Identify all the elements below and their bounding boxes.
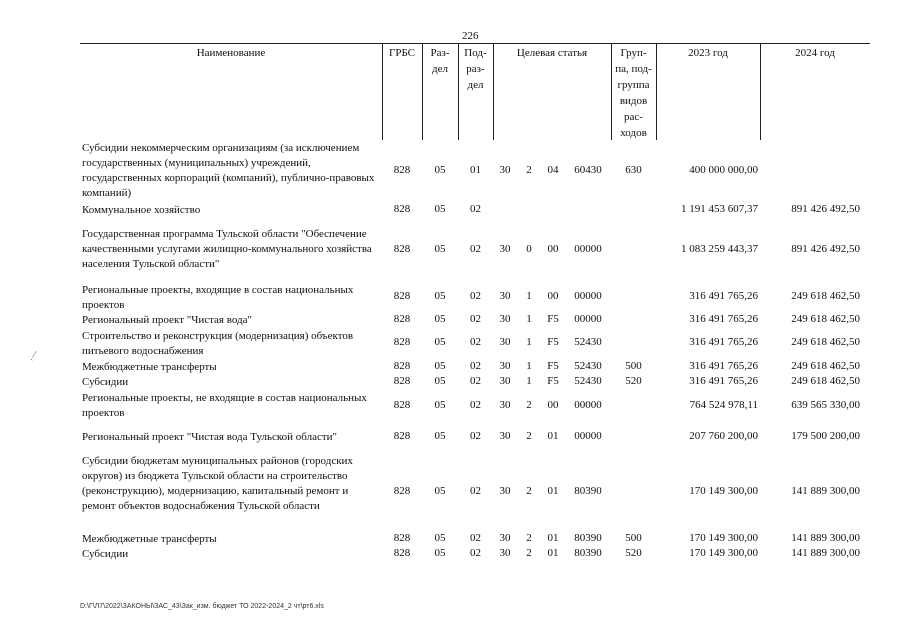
table-cell-grbs: 828 — [393, 203, 411, 215]
table-cell-pr: 02 — [470, 375, 481, 387]
table-cell-grbs: 828 — [393, 547, 411, 559]
table-cell-r: 05 — [434, 399, 446, 411]
table-cell-t4: 80390 — [574, 547, 602, 559]
table-cell-grbs: 828 — [393, 360, 411, 372]
table-cell-pr: 02 — [470, 547, 481, 559]
table-cell-pr: 02 — [470, 336, 481, 348]
table-cell-t4: 00000 — [574, 313, 602, 325]
table-cell-t1: 30 — [499, 485, 511, 497]
table-cell-y2023: 170 149 300,00 — [689, 532, 758, 544]
table-cell-pr: 02 — [470, 430, 481, 442]
table-cell-grp: 520 — [625, 375, 642, 387]
table-cell-r: 05 — [434, 547, 446, 559]
table-cell-y2024: 249 618 462,50 — [791, 375, 860, 387]
table-cell-t1: 30 — [499, 313, 511, 325]
table-cell-t1: 30 — [499, 290, 511, 302]
table-cell-grbs: 828 — [393, 290, 411, 302]
table-cell-r: 05 — [434, 336, 446, 348]
table-cell-t3: 01 — [547, 485, 559, 497]
table-cell-t3: 00 — [547, 399, 559, 411]
table-cell-t4: 60430 — [574, 164, 602, 176]
table-cell-grp: 500 — [625, 532, 642, 544]
table-cell-grbs: 828 — [393, 336, 411, 348]
table-cell-t1: 30 — [499, 164, 511, 176]
table-cell-t2: 2 — [526, 399, 532, 411]
table-cell-grbs: 828 — [393, 430, 411, 442]
header-grbs: ГРБС — [388, 47, 416, 59]
table-cell-r: 05 — [434, 532, 446, 544]
table-cell-y2023: 316 491 765,26 — [689, 290, 758, 302]
table-cell-y2024: 891 426 492,50 — [791, 243, 860, 255]
table-cell-grbs: 828 — [393, 485, 411, 497]
table-cell-t4: 00000 — [574, 290, 602, 302]
table-cell-y2023: 316 491 765,26 — [689, 360, 758, 372]
table-cell-grbs: 828 — [393, 532, 411, 544]
table-cell-pr: 01 — [470, 164, 481, 176]
table-cell-y2023: 316 491 765,26 — [689, 313, 758, 325]
table-row-name: Строительство и реконструкция (модернизация) объектов питьевого водоснабжения — [82, 330, 354, 357]
table-cell-t3: 04 — [547, 164, 559, 176]
margin-mark: ˏ⁄ — [30, 350, 35, 361]
table-cell-t2: 1 — [526, 336, 532, 348]
table-cell-t2: 1 — [526, 360, 532, 372]
table-row-name: Субсидии бюджетам муниципальных районов (городских округов) из бюджета Тульской области на строительство (реконструкцию), модернизацию, капитальный ремонт и ремонт объектов водоснабжения Тульской области — [82, 455, 353, 512]
table-cell-grbs: 828 — [393, 243, 411, 255]
table-cell-y2023: 316 491 765,26 — [689, 336, 758, 348]
table-cell-t2: 2 — [526, 485, 532, 497]
table-cell-t3: 00 — [547, 290, 559, 302]
table-cell-y2024: 179 500 200,00 — [791, 430, 860, 442]
table-cell-t4: 52430 — [574, 375, 602, 387]
table-cell-pr: 02 — [470, 360, 481, 372]
table-row-name: Субсидии некоммерческим организациям (за исключением государственных (муниципальных) учреждений, государственных корпораций (компаний), публично-правовых компаний) — [82, 142, 375, 199]
table-cell-pr: 02 — [470, 243, 481, 255]
table-row-name: Субсидии — [82, 548, 129, 560]
table-cell-y2024: 141 889 300,00 — [791, 485, 860, 497]
header-target: Целевая статья — [516, 47, 588, 59]
table-cell-y2023: 1 083 259 443,37 — [681, 243, 758, 255]
table-cell-y2023: 400 000 000,00 — [689, 164, 758, 176]
table-cell-y2024: 249 618 462,50 — [791, 336, 860, 348]
table-cell-grbs: 828 — [393, 313, 411, 325]
table-cell-grbs: 828 — [393, 164, 411, 176]
table-cell-y2023: 316 491 765,26 — [689, 375, 758, 387]
table-cell-pr: 02 — [470, 485, 481, 497]
table-cell-r: 05 — [434, 430, 446, 442]
table-cell-grp: 630 — [625, 164, 642, 176]
table-cell-y2024: 249 618 462,50 — [791, 360, 860, 372]
table-row-name: Межбюджетные трансферты — [82, 533, 217, 545]
table-cell-t2: 2 — [526, 164, 532, 176]
table-row-name: Региональный проект "Чистая вода" — [82, 314, 253, 326]
table-cell-y2024: 141 889 300,00 — [791, 547, 860, 559]
table-cell-grbs: 828 — [393, 399, 411, 411]
table-cell-pr: 02 — [470, 399, 481, 411]
table-cell-t2: 0 — [526, 243, 532, 255]
table-cell-r: 05 — [434, 243, 446, 255]
table-cell-t4: 00000 — [574, 430, 602, 442]
header-name: Наименование — [196, 47, 266, 59]
table-cell-y2024: 639 565 330,00 — [791, 399, 860, 411]
table-cell-pr: 02 — [470, 313, 481, 325]
header-2024: 2024 год — [795, 47, 835, 59]
table-cell-y2023: 170 149 300,00 — [689, 547, 758, 559]
table-cell-r: 05 — [434, 203, 446, 215]
table-cell-t4: 80390 — [574, 485, 602, 497]
table-cell-t1: 30 — [499, 360, 511, 372]
table-cell-t3: F5 — [547, 313, 559, 325]
table-row-name: Региональные проекты, не входящие в состав национальных проектов — [82, 392, 367, 419]
table-cell-y2023: 1 191 453 607,37 — [681, 203, 758, 215]
table-cell-y2024: 141 889 300,00 — [791, 532, 860, 544]
table-cell-t2: 1 — [526, 313, 532, 325]
header-podrazdel: Под- раз- дел — [464, 47, 487, 91]
table-cell-t2: 2 — [526, 430, 532, 442]
table-cell-t1: 30 — [499, 336, 511, 348]
table-row-name: Коммунальное хозяйство — [82, 204, 201, 216]
table-cell-r: 05 — [434, 164, 446, 176]
table-cell-t2: 1 — [526, 290, 532, 302]
table-cell-t3: 00 — [547, 243, 559, 255]
table-cell-t3: 01 — [547, 430, 559, 442]
table-cell-y2023: 207 760 200,00 — [689, 430, 758, 442]
table-cell-t1: 30 — [499, 547, 511, 559]
table-cell-t1: 30 — [499, 430, 511, 442]
table-cell-t1: 30 — [499, 243, 511, 255]
table-cell-t4: 00000 — [574, 243, 602, 255]
table-cell-pr: 02 — [470, 203, 481, 215]
table-cell-grp: 520 — [625, 547, 642, 559]
table-cell-t2: 2 — [526, 532, 532, 544]
table-row-name: Региональные проекты, входящие в состав национальных проектов — [82, 284, 354, 311]
page-number: 226 — [462, 30, 479, 42]
footer-file-path: D:\Г\Л7\2022\ЗАКОНЫ\ЗАС_43\Зак_изм. бюджет ТО 2022-2024_2 чт\рт6.xls — [80, 603, 324, 610]
header-razdel: Раз- дел — [430, 47, 450, 75]
table-cell-t4: 80390 — [574, 532, 602, 544]
table-cell-t2: 2 — [526, 547, 532, 559]
table-row-name: Субсидии — [82, 376, 129, 388]
table-cell-t2: 1 — [526, 375, 532, 387]
table-row-name: Межбюджетные трансферты — [82, 361, 217, 373]
table-cell-t4: 52430 — [574, 360, 602, 372]
table-cell-y2024: 249 618 462,50 — [791, 290, 860, 302]
table-cell-r: 05 — [434, 360, 446, 372]
table-cell-t3: 01 — [547, 547, 559, 559]
table-cell-grp: 500 — [625, 360, 642, 372]
table-cell-t4: 52430 — [574, 336, 602, 348]
table-cell-r: 05 — [434, 290, 446, 302]
table-cell-t1: 30 — [499, 399, 511, 411]
table-cell-t3: 01 — [547, 532, 559, 544]
table-cell-y2023: 764 524 978,11 — [689, 399, 758, 411]
table-cell-t1: 30 — [499, 375, 511, 387]
table-cell-grbs: 828 — [393, 375, 411, 387]
table-cell-t4: 00000 — [574, 399, 602, 411]
table-cell-pr: 02 — [470, 532, 481, 544]
table-cell-t3: F5 — [547, 375, 559, 387]
table-cell-t3: F5 — [547, 360, 559, 372]
table-cell-y2024: 249 618 462,50 — [791, 313, 860, 325]
header-group: Груп- па, под- группа видов рас- ходов — [615, 47, 652, 139]
table-cell-r: 05 — [434, 375, 446, 387]
table-cell-r: 05 — [434, 313, 446, 325]
table-cell-t1: 30 — [499, 532, 511, 544]
table-cell-y2024: 891 426 492,50 — [791, 203, 860, 215]
table-cell-pr: 02 — [470, 290, 481, 302]
table-cell-y2023: 170 149 300,00 — [689, 485, 758, 497]
table-cell-r: 05 — [434, 485, 446, 497]
header-2023: 2023 год — [688, 47, 728, 59]
table-cell-t3: F5 — [547, 336, 559, 348]
table-row-name: Региональный проект "Чистая вода Тульской области" — [82, 431, 338, 443]
table-row-name: Государственная программа Тульской области "Обеспечение качественными услугами жилищно-коммунального хозяйства населения Тульской области" — [82, 228, 372, 270]
